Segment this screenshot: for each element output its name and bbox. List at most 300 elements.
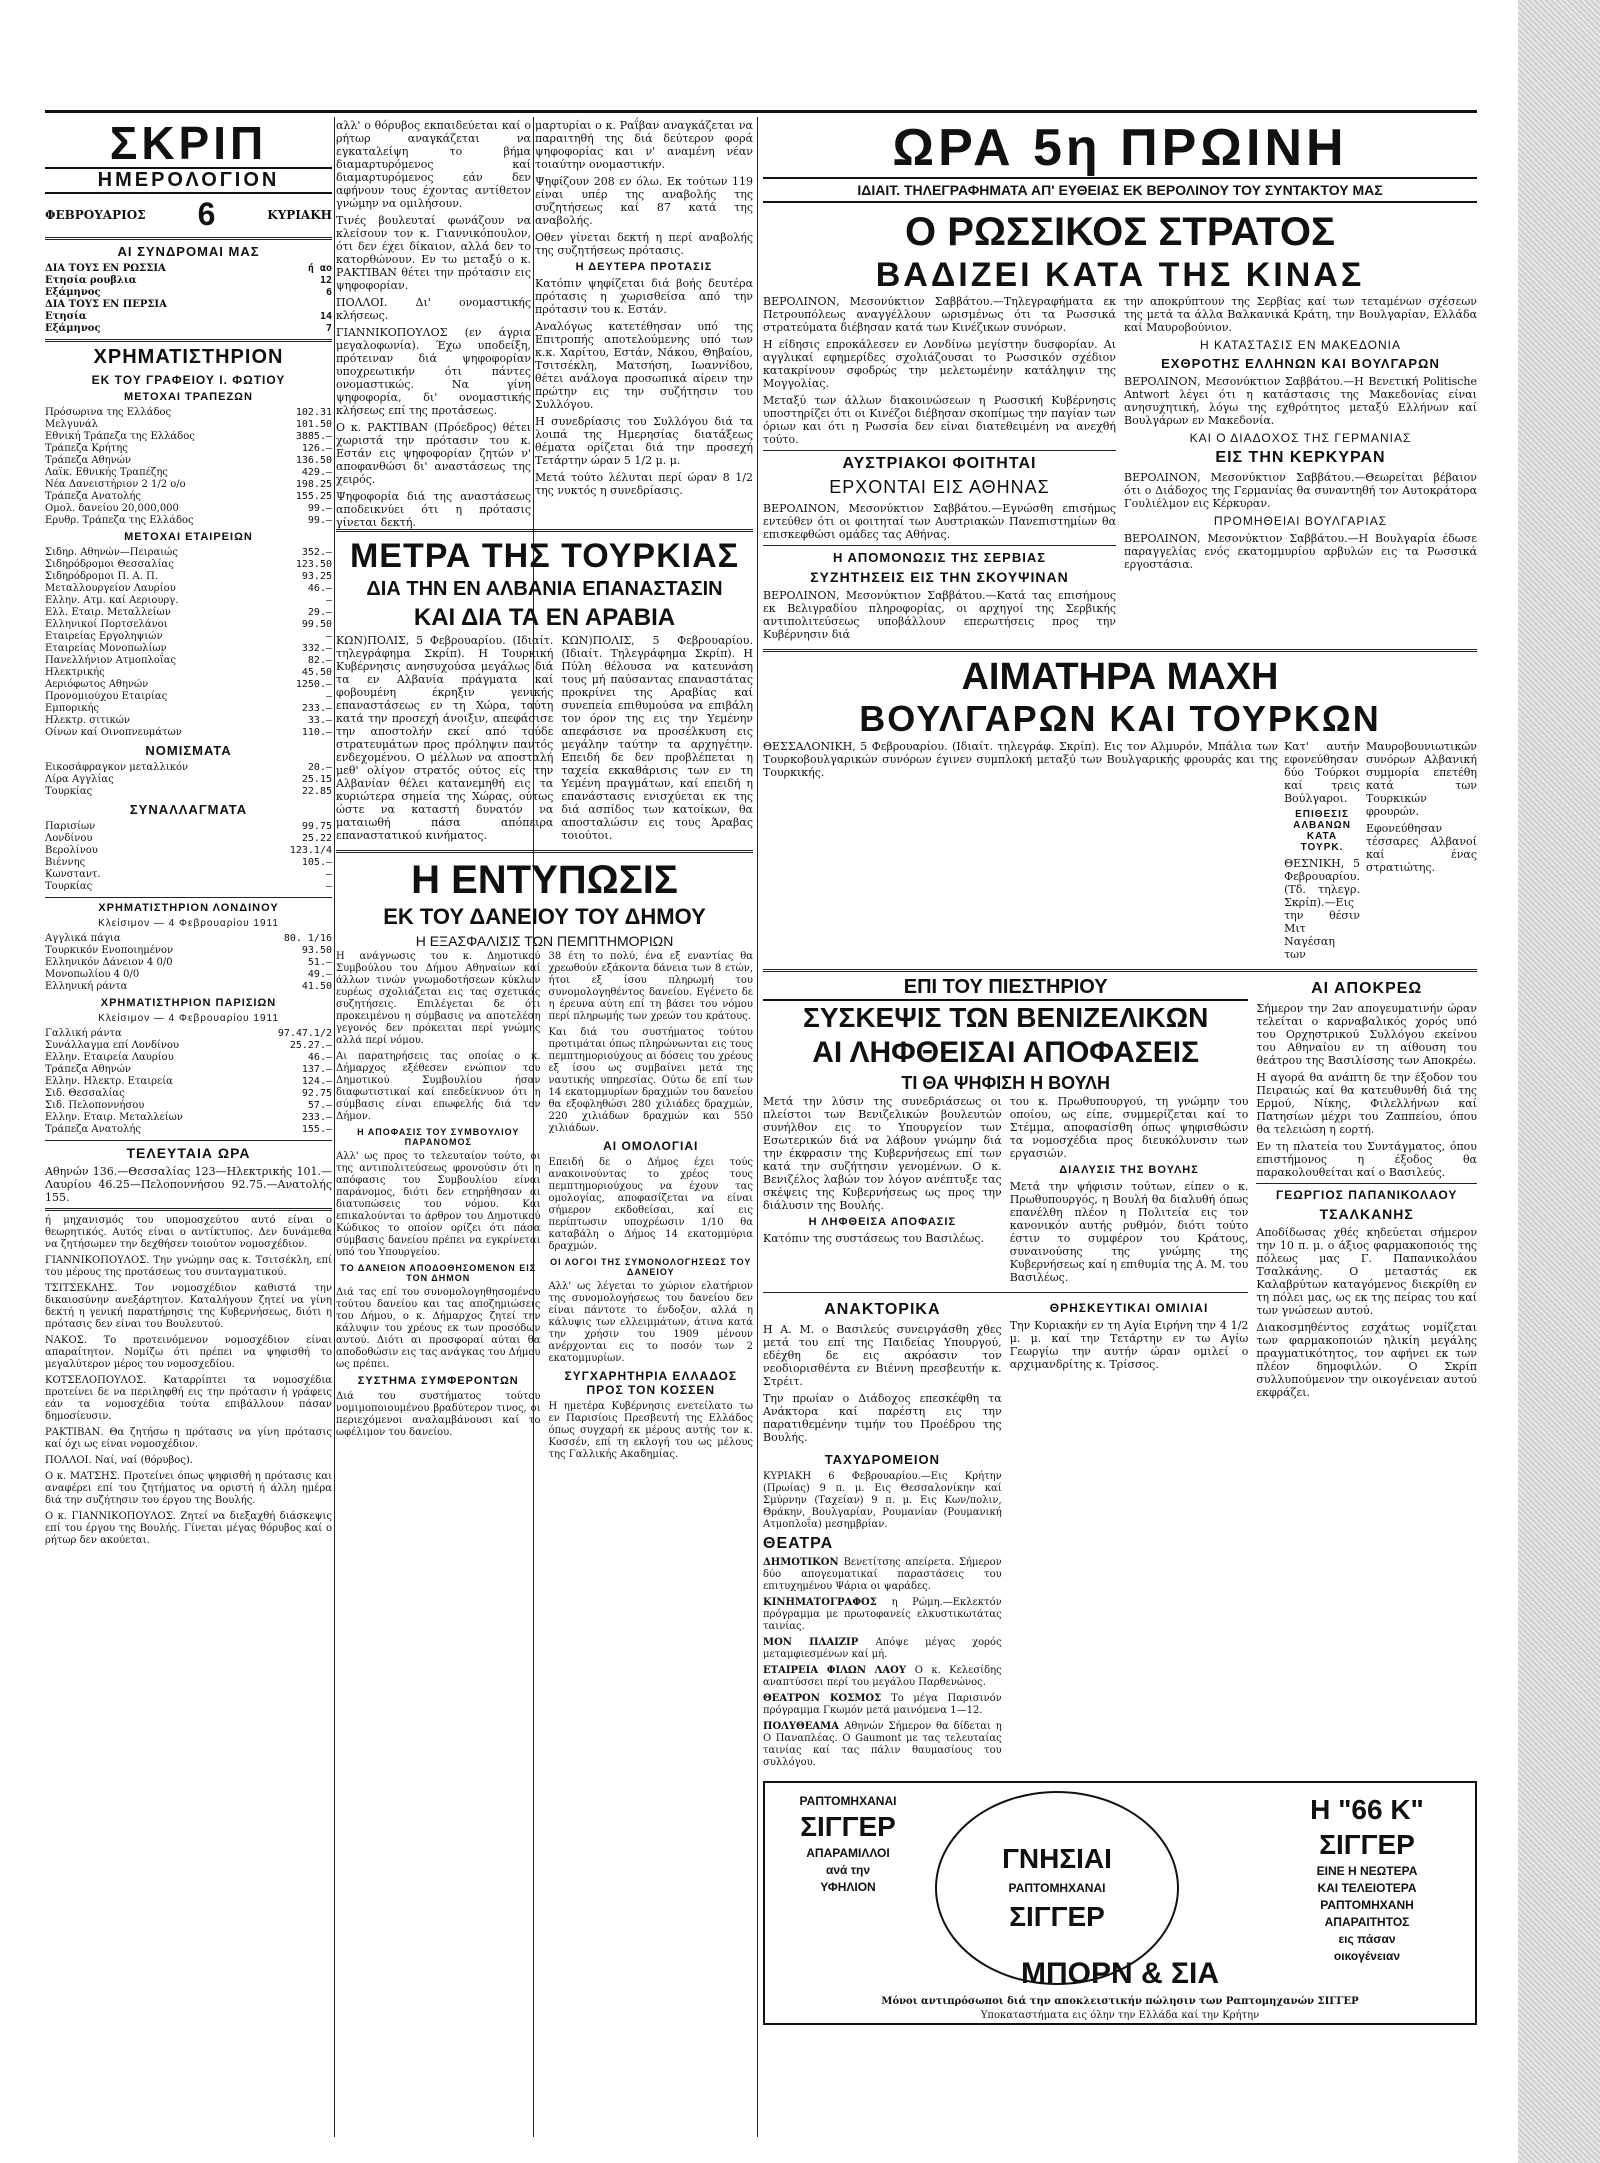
company-share-row [45, 571, 332, 583]
loan-subheading: ΣΥΣΤΗΜΑ ΣΥΜΦΕΡΟΝΤΩΝ [357, 1375, 519, 1387]
carnival-text: Εν τη πλατεία του Συντάγματος, όπου επιστήμονος η έξοδος θα παρακολουθείται καί ο Βασιλεύς. [1256, 1140, 1477, 1179]
fx-heading: ΣΥΝΑΛΛΑΓΜΑΤΑ [129, 802, 248, 817]
subscription-row [45, 287, 332, 299]
scan-edge [1518, 0, 1600, 2163]
company-share-row-label: Εμπορικής [45, 703, 100, 714]
coins-heading: ΝΟΜΙΣΜΑΤΑ [145, 743, 232, 758]
russia-text: ΒΕΡΟΛΙΝΟΝ, Μεσονύκτιον Σαββάτου.—Τηλεγραφήματα εκ Πετρουπόλεως αναγγέλλουν ωρισμένως ότι τα Ρωσσικά στρατεύματα διέβησαν κατά των Κινέζικων συνόρων. [763, 295, 1116, 334]
paris-list [45, 1028, 332, 1136]
bourse-sub: ΕΚ ΤΟΥ ΓΡΑΦΕΙΟΥ Ι. ΦΩΤΙΟΥ [91, 373, 286, 387]
company-share-row-label: Αεριόφωτος Αθηνών [45, 679, 149, 690]
banks-list [45, 407, 332, 527]
london-row-value: 80. 1/16 [283, 933, 332, 944]
loan-subheading: ΣΥΓΧΑΡΗΤΗΡΙΑ ΕΛΛΑΔΟΣ ΠΡΟΣ ΤΟΝ ΚΟΣΣΕΝ [564, 1369, 738, 1397]
battle-text: ΘΕΣΣΑΛΟΝΙΚΗ, 5 Φεβρουαρίου. (Ιδιαίτ. τηλεγράφ. Σκρίπ). Εις τον Αλμυρόν, Μπάλια των Τουρκοβουλγαρικών συνόρων έγινεν συμπλοκή μεταξύ των Βουλγαρικής φρουράς και της Τουρκικής. [763, 740, 1279, 779]
debate-paragraph: ή μηχανισμός του υπομοσχεύτου αυτό είναι ο θεωρητικός. Αυτός είναι ο αντίκτυπος. Δεν δυνάμεθα να ζητήσωμεν την δεχθήσεν τοιούτον νομοσχέδιον. [45, 1215, 332, 1250]
ad-line: ΑΠΑΡΑΙΤΗΤΟΣ [1324, 1915, 1410, 1929]
ad-line: ανά την [825, 1863, 871, 1877]
palace-heading: ΑΝΑΚΤΟΡΙΚΑ [824, 1301, 941, 1318]
mail-text: ΚΥΡΙΑΚΗ 6 Φεβρουαρίου.—Εις Κρήτην (Πρωίας) 9 π. μ. Εις Θεσσαλονίκην καί Σμύρνην (Ταχείαν) 9 π. μ. Εις Κων/πολιν, Θράκην, Βουλγαρίαν, Ρουμανίαν (Ρουμανική Ατμοπλοΐα) μεσημβρίαν. [763, 1471, 1002, 1530]
students-headline: ΑΥΣΤΡΙΑΚΟΙ ΦΟΙΤΗΤΑΙ [842, 455, 1037, 472]
turkey-headline-3: ΚΑΙ ΔΙΑ ΤΑ ΕΝ ΑΡΑΒΙΑ [413, 604, 676, 631]
exchange-row [45, 881, 332, 893]
parliament-paragraph: μαρτυρίαι ο κ. Ραΐβαν αναγκάζεται να παραιτηθή της διά δεύτερον φορά ψηφοφορίας και ν' αναμένη νέαν τοιαύτην ονομαστικήν. [535, 119, 753, 171]
divider [763, 1292, 1248, 1293]
london-row [45, 933, 332, 945]
theatre-desc: Αθηνών Σήμερον θα δίδεται η Ο Παναπλέας. Ο Gaumont με τας τελευταίας ταινίας καί τας πάλιν θαυμασίους του συλλόγου. [763, 1721, 1002, 1768]
ad-line: οικογένειαν [1333, 1949, 1401, 1963]
paris-row-label: Συνάλλαγμα επί Λονδίνου [45, 1040, 180, 1051]
subscription-row-label: Ετησία ρουβλια [45, 275, 137, 286]
bank-share-row-value: 101.50 [295, 419, 332, 430]
serbia-headline-2: ΣΥΖΗΤΗΣΕΙΣ ΕΙΣ ΤΗΝ ΣΚΟΥΨΙΝΑΝ [810, 569, 1069, 585]
paris-row [45, 1076, 332, 1088]
exchange-row-value: 99.75 [301, 821, 332, 832]
company-share-row [45, 703, 332, 715]
venizelos-text: Μετά την ψήφισιν τούτων, είπεν ο κ. Πρωθυπουργός, η Βουλή θα διαλυθή όπως επανέλθη πλέον η Πολιτεία εις τον κανονικόν αυτής ρυθμόν, διότι τούτο έστιν το συμφέρον του Κράτους, συναινούσης της γνώμης της Κυβερνήσεως καί η επιθυμία της Α. Μ. του Βασιλέως. [1009, 1180, 1249, 1284]
bank-share-row-label: Τράπεζα Κρήτης [45, 443, 128, 454]
coin-row-label: Εικοσάφραγκον μεταλλικόν [45, 762, 189, 773]
company-share-row-value: 29.— [307, 607, 332, 618]
ad-line: ΡΑΠΤΟΜΗΧΑΝΑΙ [799, 1794, 897, 1808]
crownprince-text: ΒΕΡΟΛΙΝΟΝ, Μεσονύκτιον Σαββάτου.—Θεωρείται βέβαιον ότι ο Διάδοχος της Γερμανίας θα συναντηθή τον Αυτοκράτορα Γουλιέλμον εις Κέρκυραν. [1124, 471, 1477, 510]
bank-share-row-value: 99.— [307, 515, 332, 526]
company-share-row-label: Σιδηρόδρομοι Θεσσαλίας [45, 559, 174, 570]
paris-row-value: 233.— [301, 1112, 332, 1123]
debate-paragraph: ΠΟΛΛΟΙ. Ναί, ναί (θόρυβος). [45, 1455, 193, 1466]
london-list [45, 933, 332, 993]
ad-line: ΣΙΓΓΕΡ [1319, 1829, 1415, 1860]
loan-text: Διά τας επί του συνομολογηθησομένου τούτου δανείου και τας αποζημιώσεις του Δήμου, ο κ. Δήμαρχος ζητεί την κάλυψιν του χρέους εκ των προσόδων αυτού. Διότι αι προσφοραί αύται θα αποδοθώσιν εις τας ανάγκας του Δήμου ως πρέπει. [336, 1287, 541, 1370]
coin-row [45, 762, 332, 774]
carnival-text: Η αγορά θα ανάπτη δε την έξοδον του Πειραιώς καί θα κατευθυνθή διά της Ερμού, Νίκης, Φιλελλήνων καί Πατησίων μέχρι του Ζαππείου, όπου θα τελειώση η εορτή. [1256, 1071, 1477, 1136]
exchange-row-label: Παρισίων [45, 821, 96, 832]
mail-heading: ΤΑΧΥΔΡΟΜΕΙΟΝ [824, 1452, 940, 1467]
company-share-row [45, 679, 332, 691]
obituary-heading: ΓΕΩΡΓΙΟΣ ΠΑΠΑΝΙΚΟΛΑΟΥ [1275, 1188, 1458, 1202]
theatre-item [763, 1557, 1002, 1593]
company-share-row-label: Οίνων καί Οινοπνευμάτων [45, 727, 182, 738]
company-share-row-value: 93.25 [301, 571, 332, 582]
coin-row-value: 22.85 [301, 786, 332, 797]
company-share-row-value: — [325, 595, 332, 606]
london-heading: ΧΡΗΜΑΤΙΣΤΗΡΙΟΝ ΛΟΝΔΙΝΟΥ [98, 902, 279, 914]
company-share-row-label: Σιδηρόδρομοι Π. Α. Π. [45, 571, 158, 582]
bulgaria-supplies-text: ΒΕΡΟΛΙΝΟΝ, Μεσονύκτιον Σαββάτου.—Η Βουλγαρία έδωσε παραγγελίας ενός εκατομμυρίου αρβυλών εις τα Ρωσσικά εργοστάσια. [1124, 532, 1477, 571]
crownprince-headline-2: ΕΙΣ ΤΗΝ ΚΕΡΚΥΡΑΝ [1215, 449, 1386, 466]
exchange-row-value: 105.— [301, 857, 332, 868]
venizelos-text: του κ. Πρωθυπουργού, τη γνώμην του οποίου, ως είπε, συμμερίζεται καί το Στέμμα, αποφασίσθη όπως ψηφισθώσιν τα νομοσχέδια προς διευκόλυνσιν των εργασιών. [1009, 1095, 1249, 1160]
bank-share-row-value: 155.25 [295, 491, 332, 502]
coin-row [45, 774, 332, 786]
parliament-paragraph: αλλ' ο θόρυβος εκπαιδεύεται καί ο ρήτωρ αναγκάζεται να εγκαταλείψη το βήμα διαμαρτυρόμενος καί διαμαρτυρόμενος εάν δεν αφήνουν τους έχοντας αντίθετον γνώμην να ομιλήσουν. [336, 119, 531, 210]
bank-share-row-label: Πρόσωρινα της Ελλάδος [45, 407, 172, 418]
serbia-text: ΒΕΡΟΛΙΝΟΝ, Μεσονύκτιον Σαββάτου.—Κατά τας επισήμους εκ Βελιγραδίου πληροφορίας, οι αρχηγοί της Σερβικής αντιπολιτεύσεως υποβάλλουν επερωτήσεις προς την Κυβέρνησιν διά [763, 589, 1116, 641]
masthead [45, 119, 332, 233]
divider [45, 339, 332, 342]
company-share-row-label: Πανελλήνιον Ατμοπλοΐας [45, 655, 177, 666]
palace-text: Η Α. Μ. ο Βασιλεύς συνειργάσθη χθες μετά του επί της Παιδείας Υπουργού, εδέχθη δε εις ακρόασιν τον νεοδιορισθέντα εν Βιέννη πρεσβευτήν κ. Στρέιτ. [763, 1323, 1002, 1388]
company-share-row-value: 46.— [307, 583, 332, 594]
exchange-row [45, 869, 332, 881]
paris-row-label: Ελλην. Εταιρεία Λαυρίου [45, 1052, 174, 1063]
venizelos-headline-2: ΑΙ ΛΗΦΘΕΙΣΑΙ ΑΠΟΦΑΣΕΙΣ [812, 1036, 1200, 1069]
divider [763, 450, 1116, 451]
exchange-row [45, 821, 332, 833]
loan-text: Η ημετέρα Κυβέρνησις ενετείλατο τω εν Παρισίοις Πρεσβευτή της Ελλάδος όπως συγχαρή εκ μέρους αυτής τον κ. Κοσσέν, επί τη εκλογή του ως μέλους της Γαλλικής Ακαδημίας. [548, 1401, 753, 1460]
battle-text: Κατ' αυτήν εφονεύθησαν δύο Τούρκοι καί τρεις Βούλγαροι. [1284, 740, 1360, 805]
bank-share-row [45, 443, 332, 455]
london-row-value: 41.50 [301, 981, 332, 992]
divider [45, 237, 332, 240]
parliament-paragraph: ΓΙΑΝΝΙΚΟΠΟΥΛΟΣ (εν άγρια μεγαλοφωνία). Έχω υποδείξη, πρότειναν διά ψηφοφορίαν υποχρεωτικήν ότι πάντες ονομαστικώς. Να γίνη ψηφοφορία, δι' ονομαστικής κλήσεως επί της προτάσεως. [336, 326, 531, 417]
paris-row-label: Τράπεζα Ανατολής [45, 1124, 141, 1135]
debate-paragraph: Ο κ. ΜΑΤΣΗΣ. Προτείνει όπως ψηφισθή η πρότασις και αναφέρει επί του ζητήματος να οριστή ή άλλη ημέρα διά την συζήτησιν του έργου της Βουλής. [45, 1471, 332, 1506]
decision-heading: Η ΛΗΦΘΕΙΣΑ ΑΠΟΦΑΣΙΣ [808, 1216, 957, 1228]
ad-footer-brand: ΜΠΟΡΝ & ΣΙΑ [1020, 1957, 1219, 1990]
masthead-title: ΣΚΡΙΠ [109, 117, 268, 169]
carnival-text: Σήμερον την 2αν απογευματινήν ώραν τελείται ο καρναβαλικός χορός υπό του Ορχηστρικού Συλλόγου εκείνου του Αθηναίου εν τη αίθουση του θεάτρου της Βασιλίσσης των Αποκρέω. [1256, 1002, 1477, 1067]
company-share-row-label: Ελλην. Ατμ. καί Αεριουργ. [45, 595, 179, 606]
loan-text: Αλλ' ως λέγεται το χώριον ελατήριον της συνομολογήσεως του δανείου δεν είναι πάντοτε το ένδοξον, αλλά η κάλυψις των ελλειμμάτων, άτινα κατά την χρήσιν του 1909 μένουν ανέρχονται εις το ποσόν των 2 εκατομμυρίων. [548, 1281, 753, 1364]
company-share-row-value: 45.50 [301, 667, 332, 678]
company-share-row [45, 667, 332, 679]
debate-paragraph: Ο κ. ΓΙΑΝΝΙΚΟΠΟΥΛΟΣ. Ζητεί να διεξαχθή διάσκεψις επί του έργου της Βουλής. Γίνεται μέγας θόρυβος καί ο ρήτωρ δεν ακούεται. [45, 1511, 332, 1546]
ad-line: ΣΙΓΓΕΡ [1009, 1901, 1105, 1932]
coin-row-value: 25.15 [301, 774, 332, 785]
bank-share-row-value: 99.— [307, 503, 332, 514]
parliament-paragraph: Αναλόγως κατετέθησαν υπό της Επιτροπής αποτελούμενης υπό των κ.κ. Χαρίτου, Εστάν, Νάκου, Θηβαίου, Τσιτσέκλη, Ματσήση, Ιωαννίδου, θέτει ανάλογα προσωπικά αίρειν την πρώτην εις την συζήτησιν του Συλλόγου. [535, 320, 753, 411]
bank-share-row [45, 479, 332, 491]
subscriptions-list [45, 263, 332, 335]
debate-paragraph: ΝΑΚΟΣ. Το προτεινόμενον νομοσχέδιον είναι απαραίτητον. Νομίζω ότι πρέπει να ψηφισθή το μεγαλύτερον μέρος του νομοσχεδίου. [45, 1335, 332, 1370]
battle-headline: ΑΙΜΑΤΗΡΑ ΜΑΧΗ [961, 656, 1279, 698]
paris-row [45, 1040, 332, 1052]
subscription-row-value: 6 [325, 287, 332, 298]
london-row-value: 49.— [307, 969, 332, 980]
ad-footer-text-2: Υποκαταστήματα εις όλην την Ελλάδα καί την Κρήτην [980, 2010, 1260, 2021]
paris-row [45, 1124, 332, 1136]
macedonia-headline: Η ΚΑΤΑΣΤΑΣΙΣ ΕΝ ΜΑΚΕΔΟΝΙΑ [1199, 338, 1402, 352]
bank-share-row [45, 419, 332, 431]
loan-headline: Η ΕΝΤΥΠΩΣΙΣ [411, 858, 678, 902]
paris-sub: Κλείσιμον — 4 Φεβρουαρίου 1911 [98, 1013, 279, 1024]
palace-text: Την πρωίαν ο Διάδοχος επεσκέφθη τα Ανάκτορα καί παρέστη εις την παρατιθεμένην τιμήν του Προέδρου της Βουλής. [763, 1392, 1002, 1444]
ad-center-emblem [935, 1791, 1179, 1985]
crownprince-headline: ΚΑΙ Ο ΔΙΑΔΟΧΟΣ ΤΗΣ ΓΕΡΜΑΝΙΑΣ [1189, 431, 1412, 445]
paris-row-label: Ελλην. Εταιρ. Μεταλλείων [45, 1112, 183, 1123]
company-share-row-value: 33.— [307, 715, 332, 726]
bank-share-row-value: 3885.— [295, 431, 332, 442]
banks-heading: ΜΕΤΟΧΑΙ ΤΡΑΠΕΖΩΝ [124, 391, 253, 403]
column-rule [757, 117, 758, 2137]
company-share-row [45, 583, 332, 595]
exchange-row [45, 845, 332, 857]
company-share-row [45, 691, 332, 703]
subscription-row [45, 275, 332, 287]
company-share-row-label: Ηλεκτρικής [45, 667, 105, 678]
divider [45, 1208, 332, 1211]
loan-text: Και διά του συστήματος τούτου προτιμάται όπως πληρώνωνται εις τους πεμπτημοριούχους αι δόσεις του χρέους εξ ίσου ως συμβαίνει μετά της ναυτικής υπηρεσίας. Ούτω δε επί των 14 εκατομμυρίων δραχμών του δανείου θα εξοφληθώσι 280 χιλιάδες δραχμών, 220 χιλιάδων δραχμών και 550 χιλιάδων. [548, 1027, 753, 1134]
last-hour-text: Αθηνών 136.—Θεσσαλίας 123—Ηλεκτρικής 101.—Λαυρίου 46.25—Πελοποννήσου 92.75.—Ανατολής 155. [45, 1165, 332, 1204]
russia-headline: Ο ΡΩΣΣΙΚΟΣ ΣΤΡΑΤΟΣ [905, 210, 1335, 254]
second-proposal-heading: Η ΔΕΥΤΕΡΑ ΠΡΟΤΑΣΙΣ [575, 261, 713, 273]
bank-share-row [45, 491, 332, 503]
theatre-name: ΠΟΛΥΘΕΑΜΑ [763, 1721, 845, 1732]
london-row-label: Ελληνική ράντα [45, 981, 128, 992]
venizelos-text: Κατόπιν της συστάσεως του Βασιλέως. [763, 1232, 984, 1245]
exchange-row-label: Τουρκίας [45, 881, 93, 892]
ad-line: εις πάσαν [1338, 1932, 1396, 1946]
bank-share-row [45, 431, 332, 443]
battle-headline-2: ΒΟΥΛΓΑΡΩΝ ΚΑΙ ΤΟΥΡΚΩΝ [859, 698, 1381, 739]
companies-heading: ΜΕΤΟΧΑΙ ΕΤΑΙΡΕΙΩΝ [124, 531, 253, 543]
paris-row [45, 1052, 332, 1064]
divider [336, 850, 753, 853]
company-share-row [45, 559, 332, 571]
paris-row-value: 46.— [307, 1052, 332, 1063]
paris-row-value: 155.— [301, 1124, 332, 1135]
carnival-heading: ΑΙ ΑΠΟΚΡΕΩ [1311, 980, 1423, 997]
company-share-row-label: Εταιρείας Εργοληψιών [45, 631, 163, 642]
paris-row [45, 1100, 332, 1112]
exchange-row [45, 857, 332, 869]
company-share-row-label: Ελληνικοί Πορτσελάνοι [45, 619, 168, 630]
albanian-attack-heading: ΕΠΙΘΕΣΙΣ ΑΛΒΑΝΩΝ ΚΑΤΑ ΤΟΥΡΚ. [1293, 809, 1351, 853]
masthead-subtitle: ΗΜΕΡΟΛΟΓΙΟΝ [45, 167, 332, 194]
company-share-row [45, 595, 332, 607]
coin-row-value: 20.— [307, 762, 332, 773]
company-share-row [45, 631, 332, 643]
bank-share-row [45, 503, 332, 515]
obituary-heading-2: ΤΣΑΛΚΑΝΗΣ [1319, 1206, 1414, 1222]
ad-line: ΑΠΑΡΑΜΙΛΛΟΙ [806, 1846, 890, 1860]
loan-subheading: ΑΙ ΟΜΟΛΟΓΙΑΙ [603, 1139, 699, 1153]
exchange-row-value: — [325, 881, 332, 892]
paris-row-value: 92.75 [301, 1088, 332, 1099]
bank-share-row-value: 198.25 [295, 479, 332, 490]
company-share-row-value: 352.— [301, 547, 332, 558]
macedonia-text: ΒΕΡΟΛΙΝΟΝ, Μεσονύκτιον Σαββάτου.—Η Βενετική Politische Antwort λέγει ότι η κατάστασις της Μακεδονίας είναι ανησυχητική, λόγω της εχθρότητος μεταξύ Ελλήνων καί Βουλγάρων εν Μακεδονία. [1124, 375, 1477, 427]
turkey-headline-2: ΔΙΑ ΤΗΝ ΕΝ ΑΛΒΑΝΙΑ ΕΠΑΝΑΣΤΑΣΙΝ [366, 578, 723, 600]
company-share-row-value: 1250.— [295, 679, 332, 690]
london-row-label: Τουρκικόν Ενοποιημένον [45, 945, 174, 956]
macedonia-headline-2: ΕΧΘΡΟΤΗΣ ΕΛΛΗΝΩΝ ΚΑΙ ΒΟΥΛΓΑΡΩΝ [1161, 356, 1440, 371]
russia-text: Η είδησις επροκάλεσεν εν Λονδίνω μεγίστην δυσφορίαν. Αι αγγλικαί εφημερίδες σχολιάζουσαι το Ρωσσικόν σχέδιον κατακρίνουν σφοδρώς την μελετωμένην κατάληψιν της Μογγολίας. [763, 338, 1116, 390]
battle-text: Εφονεύθησαν τέσσαρες Αλβανοί καί ένας στρατιώτης. [1365, 822, 1477, 874]
bank-share-row-label: Ομολ. δανείου 20,000,000 [45, 503, 179, 514]
turkey-text-right: ΚΩΝ)ΠΟΛΙΣ, 5 Φεβρουαρίου. (Ιδιαίτ. Τηλεγράφημα Σκρίπ). Η Πύλη θέλουσα να κατευνάση τους μή παύσαντας επαναστάτας προκρίνει της Αραβίας καί συνεπεία επιθυμούσα να επιβάλη τον όρον της εις την Υεμένην απεφάσισε να προσέλκυση εις μεγάλην ταύτην τα αρχηγέτην. Επειδή δε δεν προβλέπεται η ταχεία εκκαθάρισις των εν τη Υεμένη πραγμάτων, καί επειδή η επανάστασις ενισχύεται εκ της διά ασπίδος των κατοίκων, θα αποσταλώσιν εις τους Άραβας τοιούτοι. [561, 634, 753, 842]
divider [45, 897, 332, 898]
loan-subheading: ΟΙ ΛΟΓΟΙ ΤΗΣ ΣΥΜΟΝΟΛΟΓΗΣΕΩΣ ΤΟΥ ΔΑΝΕΙΟΥ [550, 1257, 752, 1277]
paris-heading: ΧΡΗΜΑΤΙΣΤΗΡΙΟΝ ΠΑΡΙΣΙΩΝ [100, 997, 277, 1009]
column-left [45, 119, 332, 1551]
ad-line: ΡΑΠΤΟΜΗΧΑΝΑΙ [1008, 1881, 1106, 1895]
subscriptions [45, 244, 332, 335]
company-share-row [45, 727, 332, 739]
obituary-text: Διακοσμηθέντος εσχάτως νομίζεται των φαρμακοποιών ηλικίη μεγάλης πραγματικότητος, τον αφήνει εκ των πλέον δημοφιλών. Ο Σκρίπ συλλυπούμενον την οικογένειαν αυτού εκφράζει. [1256, 1321, 1477, 1399]
divider [45, 1140, 332, 1141]
theatre-name: ΘΕΑΤΡΟΝ ΚΟΣΜΟΣ [763, 1693, 892, 1704]
paris-row-label: Σιδ. Θεσσαλίας [45, 1088, 125, 1099]
ad-line: ΚΑΙ ΤΕΛΕΙΟΤΕΡΑ [1317, 1881, 1417, 1895]
theatre-desc: Βενετίτσης απείρετα. Σήμερον δύο απογευματικαί παραστάσεις του επιτυχημένου Ψάρια οι ψαράδες. [763, 1557, 1002, 1592]
venizelos-headline: ΣΥΣΚΕΨΙΣ ΤΩΝ ΒΕΝΙΖΕΛΙΚΩΝ [803, 1002, 1209, 1033]
theatre-name: ΔΗΜΟΤΙΚΟΝ [763, 1557, 844, 1568]
turkey-headline: ΜΕΤΡΑ ΤΗΣ ΤΟΥΡΚΙΑΣ [349, 537, 740, 575]
loan-headline-3: Η ΕΞΑΣΦΑΛΙΣΙΣ ΤΩΝ ΠΕΜΠΤΗΜΟΡΙΩΝ [415, 933, 674, 949]
ad-line: ΣΙΓΓΕΡ [800, 1811, 896, 1842]
london-row-value: 93.50 [301, 945, 332, 956]
students-text: ΒΕΡΟΛΙΝΟΝ, Μεσονύκτιον Σαββάτου.—Εγνώσθη επισήμως εντεύθεν ότι οι φοιτηταί των Αυστριακών Πανεπιστημίων θα επισκεφθώσι ομάδες τας Αθήνας. [763, 502, 1116, 541]
london-row-label: Ελληνικόν Δάνειον 4 0/0 [45, 957, 173, 968]
paris-row-value: 97.47.1/2 [277, 1028, 332, 1039]
exchange-row-value: 123.1/4 [289, 845, 332, 856]
subscription-row-label: ΔΙΑ ΤΟΥΣ ΕΝ ΡΩΣΣΙΑ [45, 263, 166, 274]
serbia-headline: Η ΑΠΟΜΟΝΩΣΙΣ ΤΗΣ ΣΕΡΒΙΑΣ [832, 550, 1047, 565]
russia-text: Μεταξύ των άλλων διακοινώσεων η Ρωσσική Κυβέρνησις υποστηρίζει ότι οι Κινέζοι διέβησαν σκοπίμως την παγίαν των όριων και ότι η Ρωσσία δεν είναι διατεθειμένη να ανεχθή τούτο. [763, 394, 1116, 446]
company-share-row [45, 715, 332, 727]
ad-line: ΡΑΠΤΟΜΗΧΑΝΗ [1320, 1898, 1414, 1912]
theatre-item [763, 1597, 1002, 1633]
ad-line: ΥΦΗΛΙΟΝ [820, 1880, 876, 1894]
venizelos-text: Μετά την λύσιν της συνεδριάσεως οι πλείστοι των Βενιζελικών βουλευτών συνήλθον εις το Υπουργείον των Εσωτερικών διά να λάβουν γνώμην διά την έκφρασιν της Κυβερνήσεως επί των κατά την συζήτησιν γενομένων. Ο κ. Βενιζέλος λαβών τον λόγον ανέπτυξε τας σκέψεις της Κυβερνήσεως ως προς την διάλυσιν της Βουλής. [763, 1095, 1002, 1212]
exchange-row-label: Βερολίνου [45, 845, 98, 856]
loan-subheading: ΤΟ ΔΑΝΕΙΟΝ ΑΠΟΔΟΘΗΣΟΜΕΝΟΝ ΕΙΣ ΤΟΝ ΔΗΜΟΝ [340, 1263, 537, 1283]
paris-row [45, 1064, 332, 1076]
coin-row-label: Λίρα Αγγλίας [45, 774, 114, 785]
company-share-row-value: 99.50 [301, 619, 332, 630]
bourse [45, 346, 332, 893]
parliament-paragraph: Τινές βουλευταί φωνάζουν να κλείσουν τον κ. Γιαννικόπουλον, ότι δεν έχει δίκαιον, αλλά δεν το κατορθώνουν. Εν τω μεταξύ ο κ. ΡΑΚΤΙΒΑΝ θέτει την πρότασιν εις ψηφοφορίαν. [336, 214, 531, 292]
loan-text: 38 έτη το πολύ, ένα εξ εναντίας θα χρεωθούν εξάκοντα δάνεια των 8 ετών, ήτοι εξ ίσου πληρωμή του συνομολογηθέντος δανείου. Εγένετο δε η έρευνα αύτη επί τη βάσει του νόμου περί πληρωμής των χρεών του κράτους. [548, 951, 753, 1022]
bank-share-row-label: Ερυθρ. Τράπεζα της Ελλάδος [45, 515, 194, 526]
company-share-row-value: 332.— [301, 643, 332, 654]
ad-line: ΓΝΗΣΙΑΙ [1002, 1843, 1112, 1874]
column-third [535, 119, 753, 519]
turkey-article [336, 525, 753, 1465]
parliament-paragraph: Ψηφίζουν 208 εν όλω. Εκ τούτων 119 είναι υπέρ της αναβολής της συζητήσεως καί 87 κατά της αναβολής. [535, 175, 753, 227]
company-share-row-label: Σιδηρ. Αθηνών—Πειραιώς [45, 547, 178, 558]
loan-text: Αι παρατηρήσεις τας οποίας ο κ. Δήμαρχος εξέθεσεν ενώπιον του Δημοτικού Συμβουλίου ήσαν διαφωτιστικαί καί επεδείκνυον ότι η σύμβασις είναι επωφελής διά τον Δήμον. [336, 1051, 541, 1122]
loan-text: Επειδή δε ο Δήμος έχει τούς ανακοινούντας το χρέος τους πεμπτημοριούχους να έχουν τας ομολογίας, αποφασίζεται να είναι σήμερον εκδοθείσαι, καί εις περίπτωσιν υποχρέωσιν 1/10 θα καταβάλη ο Δήμος 14 εκατομμύρια δραχμών. [548, 1157, 753, 1252]
london-row [45, 969, 332, 981]
parliament-paragraph: Η συνεδρίασις του Συλλόγου διά τα λοιπά της Ημερησίας διατάξεως θέματα ορίζεται διά την προσεχή Τετάρτην ώραν 5 1/2 μ. μ. [535, 415, 753, 467]
subscription-row [45, 323, 332, 335]
bank-share-row-value: 126.— [301, 443, 332, 454]
exchange-row-label: Κωνσταντ. [45, 869, 101, 880]
loan-text: Διά του συστήματος τούτου νομιμοποιουμένου βραδύτερον τινος, οι περιεχόμενοι αναλαμβάνουσι καί το ωφέλιμον του δανείου. [336, 1391, 541, 1438]
paris-row-value: 137.— [301, 1064, 332, 1075]
company-share-row-value: 233.— [301, 703, 332, 714]
theatre-desc: Ο κ. Κελεσίδης αναπτύσσει περί του μεγάλου Παρθενώνος. [763, 1665, 1002, 1688]
subscription-row-value: 7 [325, 323, 332, 334]
theatre-item [763, 1637, 1002, 1661]
parliament-paragraph: Ο κ. ΡΑΚΤΙΒΑΝ (Πρόεδρος) θέτει χωριστά την πρότασιν του κ. Εστάν εις ψηφοφορίαν ζητών ν' αποφανθώσι δι' αναστάσεως της χειρός. [336, 421, 531, 486]
date-line [45, 196, 332, 233]
exchange-row-value: — [325, 869, 332, 880]
paris-row [45, 1028, 332, 1040]
bank-share-row [45, 515, 332, 527]
bank-share-row-label: Μελγυνάλ [45, 419, 98, 430]
battle-text: Μαυροβουνιωτικών συνόρων Αλβανική συμμορία επετέθη κατά των Τουρκικών φρουρών. [1365, 740, 1477, 818]
paris-row-label: Ελλην. Ηλεκτρ. Εταιρεία [45, 1076, 173, 1087]
debate-paragraph: ΤΣΙΤΣΕΚΛΗΣ. Τον νομοσχέδιον καθιστά την δικαιοσύνην ανεξάρτητον. Καταλήγουν ζητεί να γίνη δεκτή η γενική παρατήρησις της Κυβερνήσεως, διότι η πρότασις δεν είναι του Βουλευτού. [45, 1283, 332, 1330]
paris-row-label: Τράπεζα Αθηνών [45, 1064, 131, 1075]
bank-share-row-label: Νέα Δανειστήριον 2 1/2 ο/ο [45, 479, 186, 490]
company-share-row [45, 655, 332, 667]
theatre-desc: Απόψε μέγας χορός μεταμφιεσμένων καί μή. [763, 1637, 1002, 1660]
london-row [45, 981, 332, 993]
telegrams-section [763, 119, 1477, 2025]
theatre-name: ΜΟΝ ΠΛΑΙΖΙΡ [763, 1637, 876, 1648]
company-share-row-label: Εταιρείας Μονοπωλίων [45, 643, 167, 654]
banner-title: ΩΡΑ 5η ΠΡΩΙΝΗ [892, 119, 1348, 177]
date-day: 6 [197, 196, 216, 232]
company-share-row-label: Μεταλλουργείον Λαυρίου [45, 583, 176, 594]
london-row [45, 945, 332, 957]
students-headline-2: ΕΡΧΟΝΤΑΙ ΕΙΣ ΑΘΗΝΑΣ [829, 477, 1050, 497]
banner-subtitle: ΙΔΙΑΙΤ. ΤΗΛΕΓΡΑΦΗΜΑΤΑ ΑΠ' ΕΥΘΕΙΑΣ ΕΚ ΒΕΡΟΛΙΝΟΥ ΤΟΥ ΣΥΝΤΑΚΤΟΥ ΜΑΣ [763, 177, 1477, 203]
last-hour-heading: ΤΕΛΕΥΤΑΙΑ ΩΡΑ [126, 1145, 251, 1161]
subscription-row [45, 311, 332, 323]
company-share-row-value: 82.— [307, 655, 332, 666]
company-share-row [45, 619, 332, 631]
paris-row [45, 1088, 332, 1100]
exchange-row-label: Βιέννης [45, 857, 86, 868]
company-share-row-value: — [325, 631, 332, 642]
exchange-row [45, 833, 332, 845]
london-bourse [45, 902, 332, 993]
divider [763, 545, 1116, 546]
company-share-row-value: — [325, 691, 332, 702]
bank-share-row [45, 407, 332, 419]
newspaper-page [45, 110, 1477, 2143]
dissolution-heading: ΔΙΑΛΥΣΙΣ ΤΗΣ ΒΟΥΛΗΣ [1059, 1164, 1199, 1176]
subscription-row-value: 12 [319, 275, 332, 286]
date-weekday: ΚΥΡΙΑΚΗ [267, 207, 332, 222]
parliament-paragraph: Οθεν γίνεται δεκτή η περί αναβολής της συζητήσεως πρότασις. [535, 231, 753, 257]
bulgaria-supplies-headline: ΠΡΟΜΗΘΕΙΑΙ ΒΟΥΛΓΑΡΙΑΣ [1213, 514, 1388, 528]
companies-list [45, 547, 332, 739]
loan-subheading: Η ΑΠΟΦΑΣΙΣ ΤΟΥ ΣΥΜΒΟΥΛΙΟΥ ΠΑΡΑΝΟΜΟΣ [357, 1127, 520, 1147]
subscription-row-label: ΔΙΑ ΤΟΥΣ ΕΝ ΠΕΡΣΙΑ [45, 299, 167, 310]
theatre-desc: Το μέγα Παρισινόν πρόγραμμα Γκωμόν μετά μαινόμενα 1—12. [763, 1693, 1002, 1716]
obituary-text: Αποδίδωσας χθές κηδεύεται σήμερον την 10 π. μ. ο άξιος φαρμακοποιός της πόλεως μας Γ. Παπανικολάου Τσαλκάνης. Ο μεταστάς εκ Καλαβρύτων καταγόμενος διεκρίθη εν τη πόλει μας, ως εκ της πείρας του καί των γνώσεων αυτού. [1256, 1226, 1477, 1317]
subscription-row-value: ή αο [307, 263, 332, 274]
company-share-row [45, 547, 332, 559]
parliament-paragraph: ΠΟΛΛΟΙ. Δι' ονομαστικής κλήσεως. [336, 296, 531, 322]
theatre-name: ΚΙΝΗΜΑΤΟΓΡΑΦΟΣ [763, 1597, 892, 1608]
parliament-paragraph: Ψηφοφορία διά της αναστάσεως αποδεικνύει ότι η πρότασις γίνεται δεκτή. [336, 490, 531, 529]
debate-paragraph: ΡΑΚΤΙΒΑΝ. Θα ζητήσω η πρότασις να γίνη πρότασις καί όχι ως είναι νομοσχέδιον. [45, 1427, 332, 1450]
theatre-heading: ΘΕΑΤΡΑ [763, 1535, 834, 1552]
loan-text: Η ανάγνωσις του κ. Δημοτικού Συμβούλου του Δήμου Αθηναίων καί άλλων τινών γνωμοδοτήσεων κύκλων ευρέως σχολιάζεται εις τας σχετικάς συζητήσεις. Επιλέγεται δε ότι προκειμένου η σύμβασις να αποτελέση γεγονός δεν πρόκειται περί γνώμης αλλά περί νόμου. [336, 951, 541, 1046]
fx-list [45, 821, 332, 893]
subscription-row-label: Εξάμηνος [45, 323, 101, 334]
bank-share-row [45, 467, 332, 479]
divider [1256, 1183, 1477, 1184]
bank-share-row-value: 102.31 [295, 407, 332, 418]
loan-headline-2: ΕΚ ΤΟΥ ΔΑΝΕΙΟΥ ΤΟΥ ΔΗΜΟΥ [383, 904, 706, 929]
bourse-heading: ΧΡΗΜΑΤΙΣΤΗΡΙΟΝ [93, 346, 284, 368]
company-share-row-label: Ελλ. Εταιρ. Μεταλλείων [45, 607, 171, 618]
paris-row-label: Γαλλική ράντα [45, 1028, 122, 1039]
russia-text: την αποκρύπτουν της Σερβίας καί των τεταμένων σχέσεων της μετά τα άλλα Βαλκανικά Κράτη, την Βουλγαρίαν, Ελλάδα καί Μαυροβούνιον. [1124, 295, 1477, 334]
religious-text: Την Κυριακήν εν τη Αγία Ειρήνη την 4 1/2 μ. μ. καί την Τετάρτην εν τω Αγίω Γεωργίω την αυτήν ώραν ομιλεί ο αρχιμανδρίτης κ. Τρίσσος. [1009, 1319, 1249, 1371]
ad-left-text [773, 1791, 923, 1897]
bank-share-row-label: Εθνική Τράπεζα της Ελλάδος [45, 431, 195, 442]
